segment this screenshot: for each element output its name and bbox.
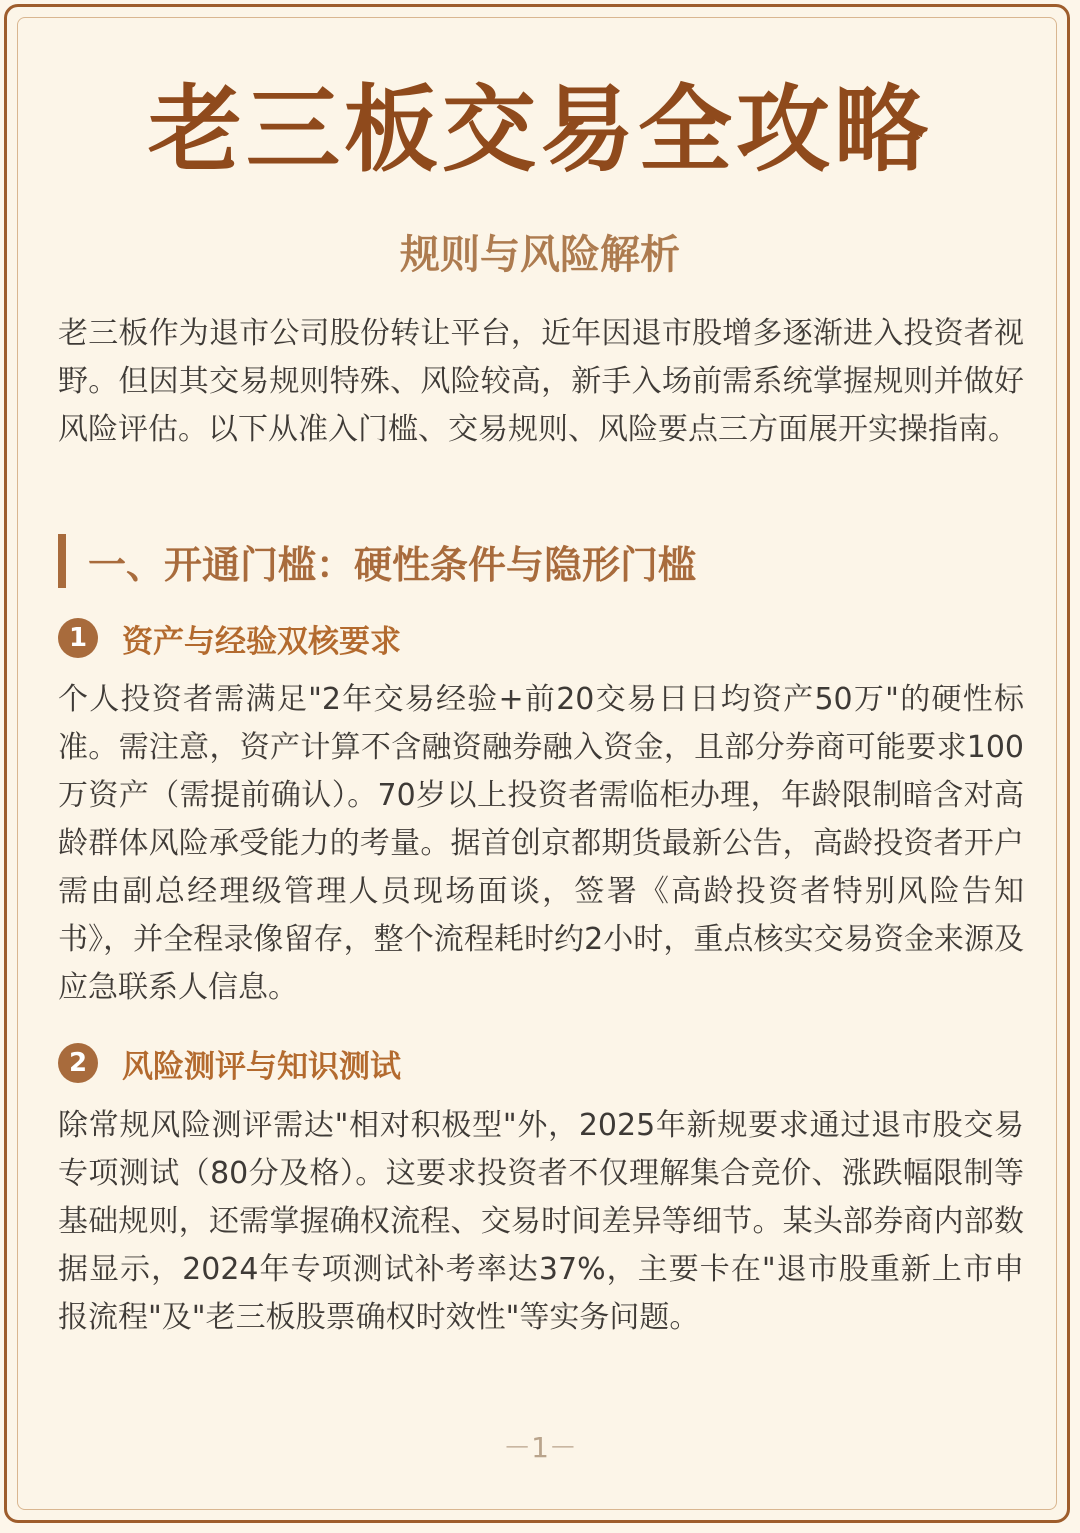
subsection-heading-2	[58, 1041, 401, 1085]
page-number: －1－	[503, 1431, 577, 1464]
intro-paragraph: 老三板作为退市公司股份转让平台，近年因退市股增多逐渐进入投资者视野。但因其交易规则特殊、风险较高，新手入场前需系统掌握规则并做好风险评估。以下从准入门槛、交易规则、风险要点三方面展开实操指南。	[58, 316, 1024, 447]
subsection-title-1: 资产与经验双核要求	[122, 623, 401, 660]
number-badge-2: 2	[58, 1043, 98, 1083]
section-accent-bar	[58, 534, 66, 588]
subsection-heading-1	[58, 616, 401, 660]
number-badge-1: 1	[58, 618, 98, 658]
subsection-body-1: 个人投资者需满足"2年交易经验+前20交易日日均资产50万"的硬性标准。需注意，资产计算不含融资融券融入资金，且部分券商可能要求100万资产（需提前确认）。70岁以上投资者需临柜办理，年龄限制暗含对高龄群体风险承受能力的考量。据首创京都期货最新公告，高龄投资者开户需由副总经理级管理人员现场面谈，签署《高龄投资者特别风险告知书》，并全程录像留存，整个流程耗时约2小时，重点核实交易资金来源及应急联系人信息。	[58, 682, 1024, 1005]
subsection-body-2: 除常规风险测评需达"相对积极型"外，2025年新规要求通过退市股交易专项测试（80分及格）。这要求投资者不仅理解集合竞价、涨跌幅限制等基础规则，还需掌握确权流程、交易时间差异等细节。某头部券商内部数据显示，2024年专项测试补考率达37%，主要卡在"退市股重新上市申报流程"及"老三板股票确权时效性"等实务问题。	[58, 1108, 1024, 1335]
page-subtitle: 规则与风险解析	[400, 232, 680, 278]
subsection-title-2: 风险测评与知识测试	[122, 1048, 401, 1085]
section-heading-text: 一、开通门槛：硬性条件与隐形门槛	[88, 542, 697, 587]
page-title: 老三板交易全攻略	[147, 76, 932, 185]
section-heading	[58, 534, 696, 588]
